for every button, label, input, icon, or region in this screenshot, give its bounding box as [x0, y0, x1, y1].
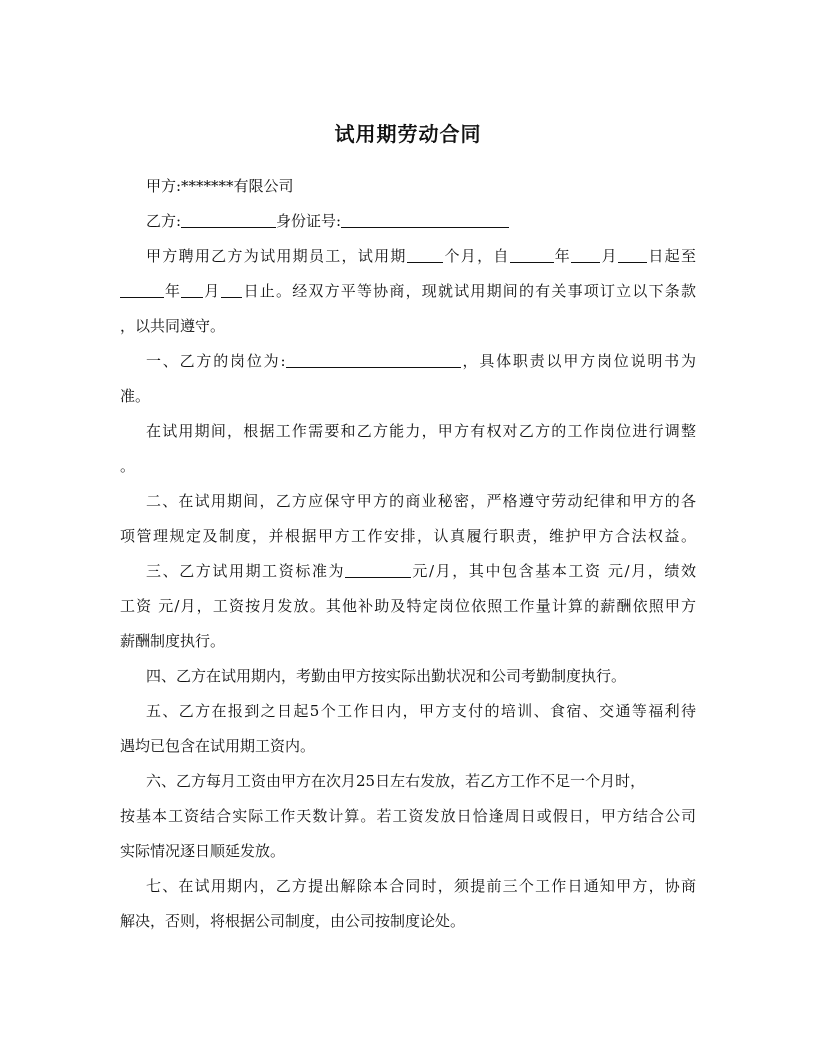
line-text: 月: [203, 282, 221, 300]
document-line: [146, 491, 696, 511]
line-text: 工资 元/月，工资按月发放。其他补助及特定岗位依照工作量计算的薪酬依照甲方: [120, 597, 696, 615]
line-text: 四、乙方在试用期内，考勤由甲方按实际出勤状况和公司考勤制度执行。: [146, 667, 627, 685]
line-text: 一、乙方的岗位为:: [146, 352, 286, 370]
line-text: 元/月，其中包含基本工资 元/月，绩效: [410, 562, 696, 580]
line-text: 个月，自: [443, 247, 510, 265]
line-text: 。: [120, 457, 136, 475]
line-text: 年: [553, 247, 572, 265]
document-line: [120, 841, 285, 861]
line-text: 项管理规定及制度，并根据甲方工作安排，认真履行职责，维护甲方合法权益。: [120, 527, 696, 545]
line-text: 解决，否则，将根据公司制度，由公司按制度论处。: [120, 912, 466, 930]
document-title: 试用期劳动合同: [334, 122, 482, 146]
line-text: 年: [163, 282, 182, 300]
line-text: 二、在试用期间，乙方应保守甲方的商业秘密，严格遵守劳动纪律和甲方的各: [146, 492, 696, 510]
line-text: 月: [600, 247, 618, 265]
line-text: 遇均已包含在试用期工资内。: [120, 737, 316, 755]
fill-in-blank[interactable]: [345, 562, 411, 578]
fill-in-blank[interactable]: [286, 352, 461, 368]
line-text: 实际情况逐日顺延发放。: [120, 842, 286, 860]
fill-in-blank[interactable]: [341, 212, 509, 228]
line-text: 准。: [120, 387, 151, 405]
document-line: [146, 701, 696, 721]
document-line: [120, 736, 315, 756]
fill-in-blank[interactable]: [181, 212, 276, 228]
line-text: 身份证号:: [275, 212, 342, 230]
line-text: 薪酬制度执行。: [120, 632, 226, 650]
document-line: [120, 281, 696, 301]
line-text: 在试用期间，根据工作需要和乙方能力，甲方有权对乙方的工作岗位进行调整: [146, 422, 696, 440]
document-line: [120, 911, 465, 931]
document-line: [146, 421, 696, 441]
document-line: [120, 526, 696, 546]
line-text: 乙方:: [146, 212, 182, 230]
line-text: 六、乙方每月工资由甲方在次月25日左右发放，若乙方工作不足一个月时，: [146, 772, 646, 790]
line-text: ，以共同遵守。: [120, 317, 226, 335]
fill-in-blank[interactable]: [510, 247, 554, 263]
document-line: [120, 456, 135, 476]
fill-in-blank[interactable]: [181, 282, 203, 298]
line-text: 三、乙方试用期工资标准为: [146, 562, 346, 580]
document-line: [120, 316, 225, 336]
fill-in-blank[interactable]: [571, 247, 600, 263]
fill-in-blank[interactable]: [407, 247, 444, 263]
fill-in-blank[interactable]: [618, 247, 647, 263]
document-line: [120, 596, 696, 616]
document-line: [146, 176, 294, 196]
line-text: 甲方聘用乙方为试用期员工，试用期: [146, 247, 407, 265]
fill-in-blank[interactable]: [221, 282, 243, 298]
document-line: [120, 806, 696, 826]
document-line: [146, 351, 696, 371]
line-text: 日起至: [647, 247, 696, 265]
document-line: [120, 631, 225, 651]
line-text: 五、乙方在报到之日起5个工作日内，甲方支付的培训、食宿、交通等福利待: [146, 702, 696, 720]
document-line: [146, 876, 696, 896]
document-line: [146, 666, 626, 686]
document-line: [146, 561, 696, 581]
fill-in-blank[interactable]: [120, 282, 164, 298]
document-line: [120, 386, 150, 406]
line-text: 甲方:*******有限公司: [146, 177, 294, 195]
document-line: [146, 771, 645, 791]
line-text: 日止。经双方平等协商，现就试用期间的有关事项订立以下条款: [242, 282, 696, 300]
document-line: [146, 211, 509, 231]
line-text: 按基本工资结合实际工作天数计算。若工资发放日恰逢周日或假日，甲方结合公司: [120, 807, 696, 825]
line-text: 七、在试用期内，乙方提出解除本合同时，须提前三个工作日通知甲方，协商: [146, 877, 696, 895]
line-text: ，具体职责以甲方岗位说明书为: [460, 352, 696, 370]
document-line: [146, 246, 696, 266]
